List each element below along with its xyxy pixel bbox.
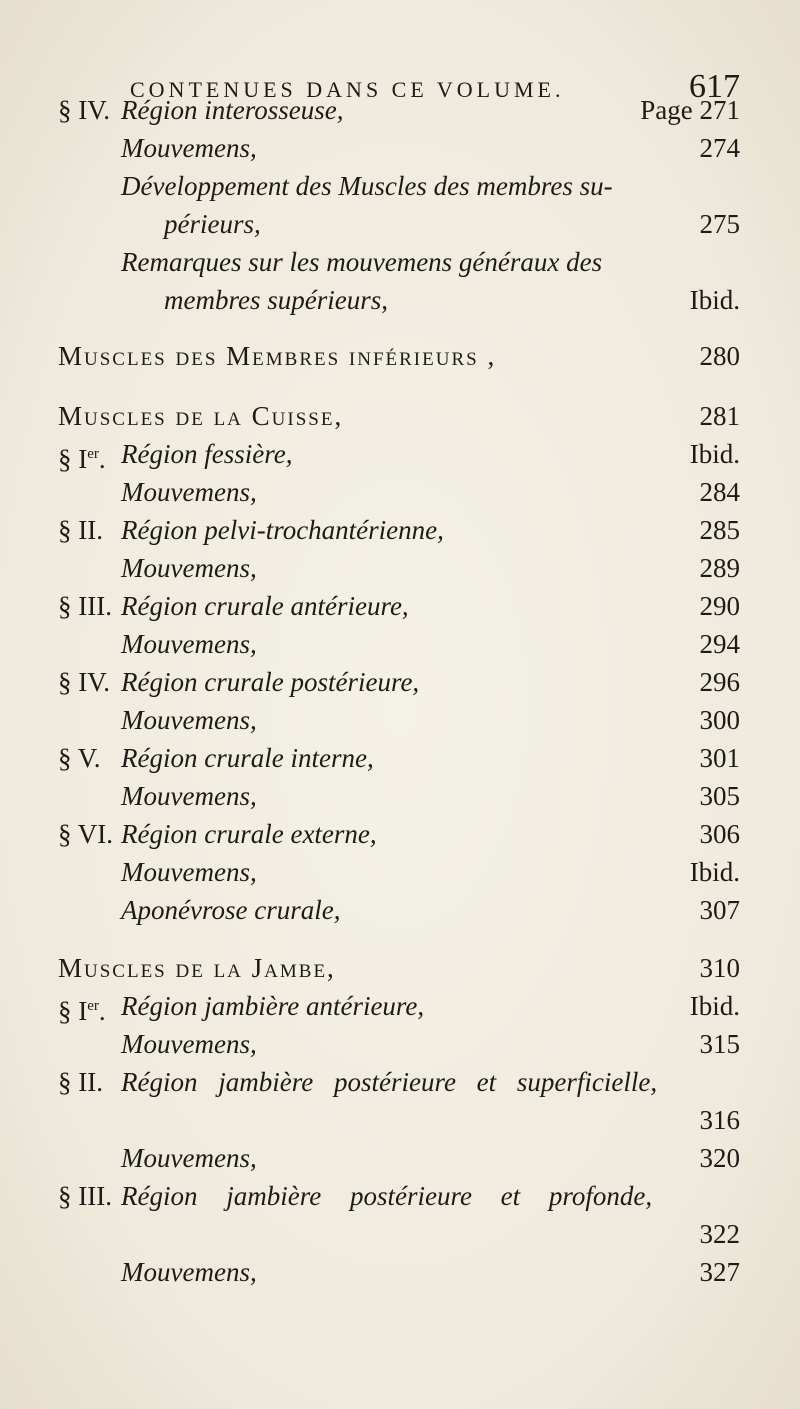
section-number: § VI. — [58, 819, 114, 849]
entry-title: Région jambière postérieure et profonde, — [121, 1181, 653, 1211]
entry-page: Ibid. — [689, 857, 740, 887]
section-number: § III. — [58, 591, 112, 621]
entry-page: 281 — [699, 401, 740, 431]
section-number: § III. — [58, 1181, 112, 1211]
toc-entry — [0, 1250, 800, 1294]
entry-page: 275 — [699, 209, 740, 239]
entry-title: Aponévrose crurale, — [121, 895, 341, 925]
entry-title: membres supérieurs, — [164, 285, 388, 315]
section-number: § Ier. — [58, 444, 106, 474]
entry-title: Région interosseuse, — [121, 95, 344, 125]
section-number: § V. — [58, 743, 101, 773]
entry-title: périeurs, — [164, 209, 261, 239]
heading-title: Muscles de la Jambe, — [58, 953, 336, 983]
entry-title: Région pelvi-trochantérienne, — [121, 515, 444, 545]
entry-page: 310 — [699, 953, 740, 983]
heading-title: Muscles de la Cuisse, — [58, 401, 344, 431]
entry-title: Région jambière postérieure et superficielle, — [121, 1067, 658, 1097]
entry-title: Région crurale interne, — [121, 743, 374, 773]
entry-page: 316 — [699, 1105, 740, 1135]
entry-page: 294 — [699, 629, 740, 659]
entry-title: Mouvemens, — [121, 857, 257, 887]
entry-title: Mouvemens, — [121, 553, 257, 583]
entry-title: Mouvemens, — [121, 629, 257, 659]
entry-page: 305 — [699, 781, 740, 811]
entry-title: Région crurale externe, — [121, 819, 377, 849]
entry-title: Région fessière, — [121, 439, 293, 469]
entry-page: 274 — [699, 133, 740, 163]
entry-page: 307 — [699, 895, 740, 925]
toc-entry — [0, 278, 800, 322]
entry-page: 327 — [699, 1257, 740, 1287]
entry-title: Mouvemens, — [121, 133, 257, 163]
entry-title: Région crurale postérieure, — [121, 667, 420, 697]
section-number: § II. — [58, 1067, 103, 1097]
entry-page: 296 — [699, 667, 740, 697]
entry-page: Ibid. — [689, 439, 740, 469]
entry-page: 320 — [699, 1143, 740, 1173]
running-head-title: CONTENUES DANS CE VOLUME. — [130, 77, 565, 102]
entry-page: 301 — [699, 743, 740, 773]
entry-title: Mouvemens, — [121, 477, 257, 507]
entry-page: Ibid. — [689, 285, 740, 315]
entry-page: 289 — [699, 553, 740, 583]
entry-title: Mouvemens, — [121, 1029, 257, 1059]
entry-title: Mouvemens, — [121, 781, 257, 811]
section-number: § Ier. — [58, 996, 106, 1026]
entry-title: Région crurale antérieure, — [121, 591, 409, 621]
entry-title: Mouvemens, — [121, 1143, 257, 1173]
toc-entry — [0, 888, 800, 932]
section-number: § IV. — [58, 667, 111, 697]
entry-page: 315 — [699, 1029, 740, 1059]
entry-title: Mouvemens, — [121, 705, 257, 735]
entry-page: 285 — [699, 515, 740, 545]
entry-page: 290 — [699, 591, 740, 621]
section-number: § II. — [58, 515, 103, 545]
entry-page: 300 — [699, 705, 740, 735]
entry-page: 280 — [699, 341, 740, 371]
entry-title: Remarques sur les mouvemens généraux des — [121, 247, 603, 277]
entry-title: Région jambière antérieure, — [121, 991, 425, 1021]
entry-page: 322 — [699, 1219, 740, 1249]
entry-title: Mouvemens, — [121, 1257, 257, 1287]
page-number: 617 — [689, 68, 740, 105]
entry-title: Développement des Muscles des membres su- — [121, 171, 613, 201]
entry-page: 284 — [699, 477, 740, 507]
section-number: § IV. — [58, 95, 111, 125]
entry-page: 306 — [699, 819, 740, 849]
entry-page: Ibid. — [689, 991, 740, 1021]
entry-page: Page 271 — [640, 95, 740, 125]
toc-heading — [0, 334, 800, 378]
heading-title: Muscles des Membres inférieurs , — [58, 341, 497, 371]
